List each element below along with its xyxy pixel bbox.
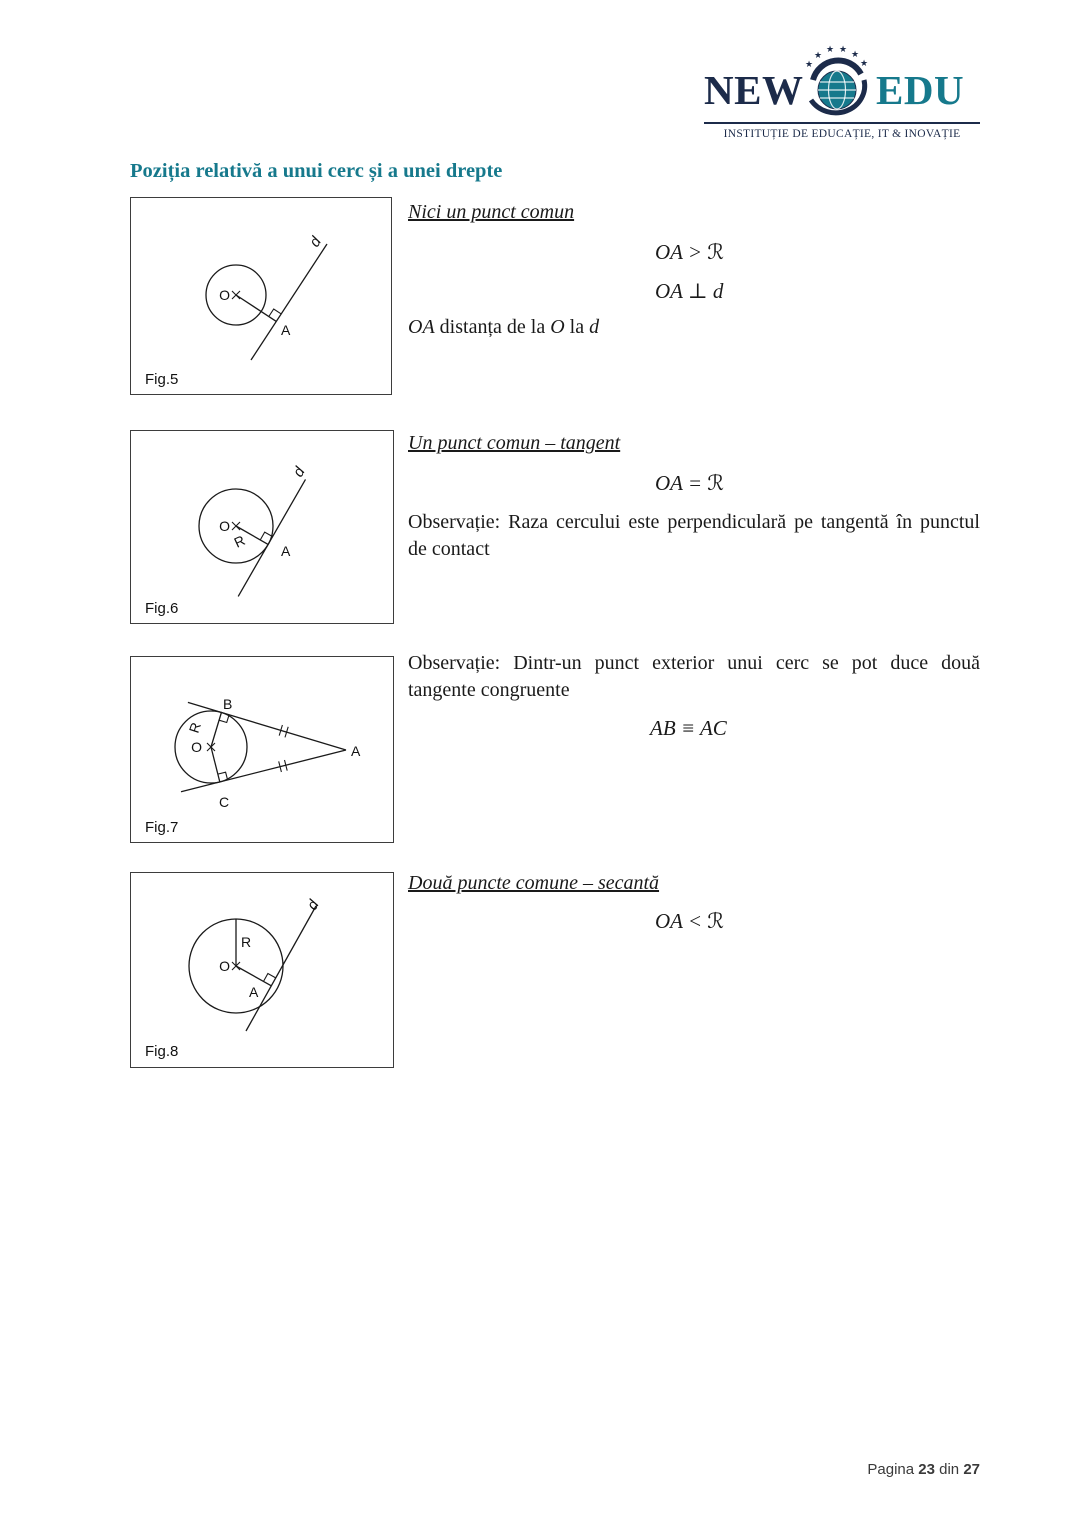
center-cross-mark bbox=[232, 291, 240, 299]
section4-formula: OA < ℛ bbox=[655, 909, 725, 933]
label-o: O bbox=[219, 958, 230, 974]
fig-caption: Fig.7 bbox=[145, 819, 179, 836]
section2-observation: Observație: Raza cercului este perpendiculară pe tangentă în punctul de contact bbox=[408, 511, 980, 560]
label-d: d bbox=[303, 897, 323, 913]
label-d: d bbox=[289, 464, 309, 480]
footer-prefix: Pagina bbox=[867, 1461, 919, 1478]
section2-formula: OA = ℛ bbox=[655, 471, 725, 495]
star-icon: ★ bbox=[859, 58, 869, 68]
label-b: B bbox=[223, 696, 233, 712]
label-r: R bbox=[231, 531, 248, 551]
note-var-oa: OA bbox=[408, 316, 435, 338]
star-icon: ★ bbox=[804, 59, 814, 69]
label-o: O bbox=[219, 287, 230, 303]
footer-page-number: 23 bbox=[918, 1461, 935, 1478]
figure-6-drawing bbox=[131, 431, 390, 620]
fig-caption: Fig.8 bbox=[145, 1043, 179, 1060]
footer-total-pages: 27 bbox=[963, 1461, 980, 1478]
label-a: A bbox=[281, 322, 291, 338]
figure-8-drawing bbox=[131, 873, 390, 1064]
logo-tagline: INSTITUȚIE DE EDUCAȚIE, IT & INOVAȚIE bbox=[723, 128, 961, 140]
note-var-d: d bbox=[589, 316, 600, 338]
star-icon: ★ bbox=[813, 50, 823, 60]
logo-block bbox=[704, 40, 980, 140]
line-d-tangent bbox=[238, 479, 305, 596]
footer-separator: din bbox=[934, 1461, 964, 1478]
figure-box-6 bbox=[130, 430, 394, 624]
figure-5-drawing bbox=[131, 198, 388, 391]
globe-logo-icon bbox=[802, 40, 872, 122]
section2-heading: Un punct comun – tangent bbox=[408, 432, 621, 454]
fig-caption: Fig.6 bbox=[145, 600, 179, 617]
section1-heading: Nici un punct comun bbox=[408, 201, 575, 223]
figure-box-8 bbox=[130, 872, 394, 1068]
note-text-2: la bbox=[564, 316, 590, 338]
note-var-o: O bbox=[550, 316, 565, 338]
fig-caption: Fig.5 bbox=[145, 371, 179, 388]
star-icon: ★ bbox=[838, 44, 848, 54]
label-a: A bbox=[249, 984, 259, 1000]
logo-row bbox=[704, 40, 980, 122]
logo-text-new: NEW bbox=[704, 67, 804, 113]
figure-box-7 bbox=[130, 656, 394, 843]
center-cross-mark bbox=[232, 522, 240, 530]
logo-text-edu: EDU bbox=[876, 67, 965, 113]
star-icon: ★ bbox=[825, 44, 835, 54]
label-c: C bbox=[219, 794, 230, 810]
tangent-ac bbox=[181, 750, 346, 792]
note-text-1: distanța de la bbox=[434, 316, 551, 338]
page-title: Poziția relativă a unui cerc și a unei drepte bbox=[130, 160, 503, 182]
line-d-secant bbox=[246, 906, 316, 1031]
section1-formula-1: OA > ℛ bbox=[655, 240, 725, 264]
section3-formula: AB ≡ AC bbox=[650, 716, 727, 740]
label-o: O bbox=[219, 518, 230, 534]
radius-ob bbox=[211, 713, 221, 748]
figure-box-5 bbox=[130, 197, 392, 395]
label-d: d bbox=[306, 233, 325, 251]
section1-formula-2: OA ⊥ d bbox=[655, 279, 724, 303]
label-a: A bbox=[351, 743, 361, 759]
line-d bbox=[251, 244, 327, 360]
section3-observation: Observație: Dintr-un punct exterior unui cerc se pot duce două tangente congruente bbox=[408, 652, 980, 701]
label-r: R bbox=[241, 934, 252, 950]
label-o: O bbox=[191, 739, 202, 755]
right-angle-mark bbox=[269, 309, 281, 317]
center-cross-mark bbox=[207, 743, 215, 751]
label-r: R bbox=[185, 720, 204, 735]
star-icons bbox=[805, 44, 868, 69]
figure-7-drawing bbox=[131, 657, 390, 839]
logo-divider bbox=[704, 122, 980, 124]
label-a: A bbox=[281, 543, 291, 559]
section1-note bbox=[408, 316, 599, 339]
section4-heading: Două puncte comune – secantă bbox=[408, 872, 660, 894]
radius-oc bbox=[211, 747, 220, 782]
star-icon: ★ bbox=[850, 49, 860, 59]
page-footer bbox=[867, 1461, 980, 1478]
